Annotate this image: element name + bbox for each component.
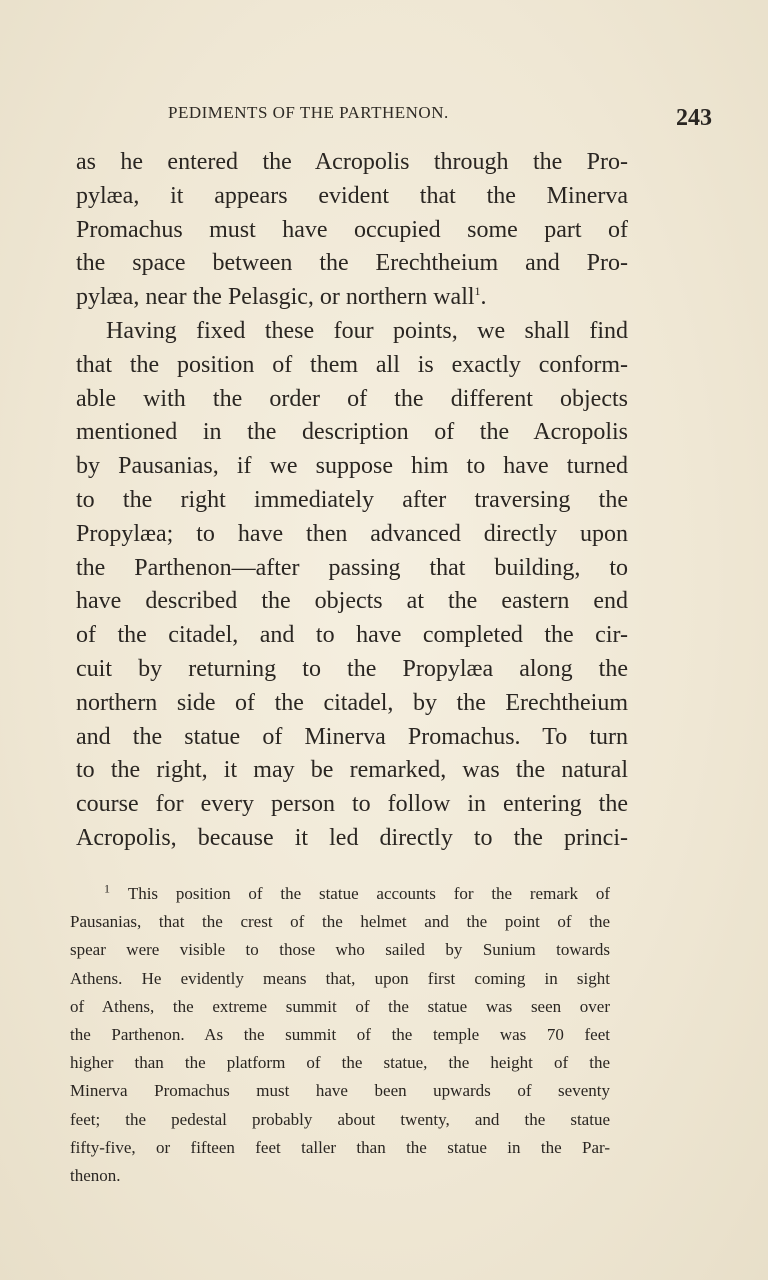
body-line: Propylæa; to have then advanced directly upon [76,520,628,547]
footnote-line: thenon. [70,1165,121,1185]
footnote-marker: 1 [104,881,110,896]
body-line: cuit by returning to the Propylæa along the [76,655,628,682]
body-line: to the right, it may be remarked, was the natural [76,757,628,784]
body-line: the Parthenon—after passing that building, to [76,554,628,581]
footnote-line-text: This position of the statue accounts for the remark of [127,884,610,903]
body-line: Acropolis, because it led directly to the princi- [76,824,628,851]
body-line: mentioned in the description of the Acropolis [76,419,628,446]
body-line: that the position of them all is exactly conform- [76,351,628,378]
footnote-reference: 1 [474,284,481,299]
footnote-line: spear were visible to those who sailed by Sunium towards [70,940,610,960]
body-line: Having fixed these four points, we shall find [106,317,628,344]
body-line: northern side of the citadel, by the Erechtheium [76,689,628,716]
running-head: PEDIMENTS OF THE PARTHENON. [168,103,449,122]
body-line: the space between the Erechtheium and Pro- [76,250,628,277]
body-line-text: pylæa, near the Pelasgic, or northern wall [76,284,475,311]
body-line: course for every person to follow in entering the [76,791,628,818]
footnote-line: higher than the platform of the statue, the height of the [70,1053,610,1073]
body-line: pylæa, near the Pelasgic, or northern wall$^1$. [76,284,487,311]
footnote-line [70,880,610,908]
footnote-line: Pausanias, that the crest of the helmet and the point of the [70,912,610,932]
footnote-line: Athens. He evidently means that, upon first coming in sight [70,968,610,988]
body-line: by Pausanias, if we suppose him to have turned [76,453,628,480]
page-number: 243 [676,105,712,131]
footnote-line: of Athens, the extreme summit of the statue was seen over [70,996,610,1016]
body-text [76,146,628,856]
body-line: pylæa, it appears evident that the Minerva [76,182,628,209]
body-line: Promachus must have occupied some part of [76,216,628,243]
footnote-line: feet; the pedestal probably about twenty, and the statue [70,1109,610,1129]
footnote-line: the Parthenon. As the summit of the temple was 70 feet [70,1024,610,1044]
body-line: and the statue of Minerva Promachus. To turn [76,723,628,750]
body-line: to the right immediately after traversing the [76,486,628,513]
footnote-line: fifty-five, or fifteen feet taller than the statue in the Par- [70,1137,610,1157]
body-line: able with the order of the different objects [76,385,628,412]
body-line: of the citadel, and to have completed the cir- [76,622,628,649]
body-line: as he entered the Acropolis through the Pro- [76,149,628,175]
body-line: have described the objects at the eastern end [76,588,628,615]
footnote [70,880,610,1190]
footnote-line: Minerva Promachus must have been upwards of seventy [70,1081,610,1101]
